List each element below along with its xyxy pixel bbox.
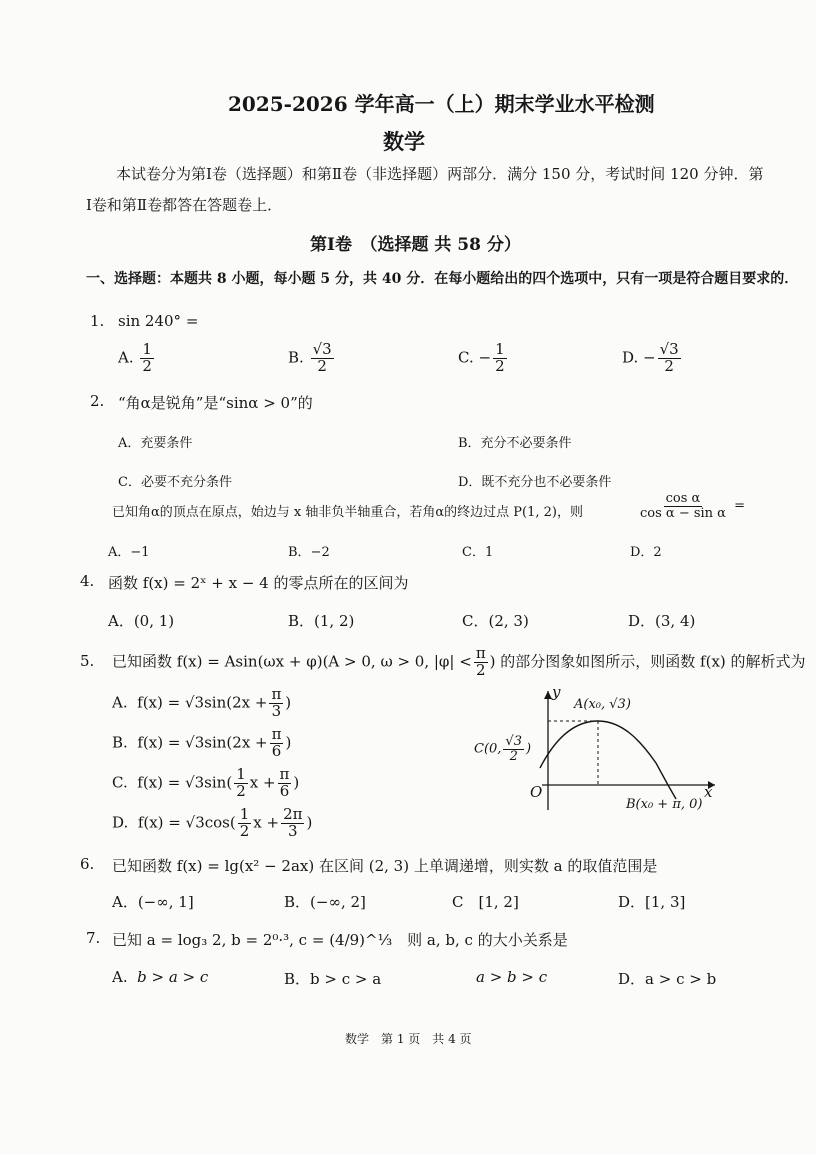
q4-option-d: D．(3, 4) [628,612,696,630]
q1-option-a: A. $\frac{1}{2}$ [118,340,152,375]
q5-option-b: B. f(x) = √3sin(2x + $\frac{\pi}{6}$ ) [112,725,292,760]
intro-line-1: 本试卷分为第Ⅰ卷（选择题）和第Ⅱ卷（非选择题）两部分．满分 150 分，考试时间 120 分钟．第 [116,165,764,183]
q2-option-d: D．既不充分也不必要条件 [458,475,612,490]
sine-curve [540,721,676,799]
q7-option-a: A. b > a > c [112,968,209,986]
q5-stem: 已知函数 f(x) = Asin(ωx + φ)(A > 0, ω > 0, |φ| < $\frac{\pi}{2}$ ) 的部分图象如图所示，则函数 f(x) 的解析式为 [112,644,806,679]
q2-number: 2. [90,392,105,410]
q2-option-b: B．充分不必要条件 [458,436,572,451]
q2-stem: “角α是锐角”是“sinα > 0”的 [118,394,313,412]
q7-stem: 已知 a = log₃ 2, b = 2⁰·³, c = (4/9)^⅓ 则 a, b, c 的大小关系是 [112,931,568,949]
q1-stem: sin 240° = [118,312,199,330]
section-heading: 一、选择题：本题共 8 小题，每小题 5 分，共 40 分．在每小题给出的四个选项中，只有一项是符合题目要求的． [86,271,799,287]
graph-x-label: x [704,783,713,801]
part-title: 第Ⅰ卷 （选择题 共 58 分） [310,235,521,255]
q6-stem: 已知函数 f(x) = lg(x² − 2ax) 在区间 (2, 3) 上单调递增，则实数 a 的取值范围是 [112,857,658,875]
q5-graph [470,685,730,820]
q4-stem: 函数 f(x) = 2ˣ + x − 4 的零点所在的区间为 [108,574,409,592]
graph-point-a-label: A(x₀, √3) [574,697,631,712]
intro-line-2: Ⅰ卷和第Ⅱ卷都答在答题卷上． [86,196,283,214]
q7-option-c: a > b > c [476,968,548,986]
q7-number: 7. [86,929,101,947]
q3-fraction: $\frac{\text{cos α}}{\text{cos α − sin α}}$ = [640,491,746,521]
graph-point-c-label: C(0, $\frac{√3}{2}$ ) [474,734,532,764]
q7-option-b: B．b > c > a [284,970,382,988]
exam-title: 2025-2026 学年高一（上）期末学业水平检测 [228,92,655,116]
q3-option-d: D．2 [630,545,662,560]
q5-number: 5. [80,652,95,670]
q3-stem: 已知角α的顶点在原点，始边与 x 轴非负半轴重合，若角α的终边过点 P(1, 2)，则 [112,505,583,520]
q2-option-c: C．必要不充分条件 [118,475,232,490]
q5-option-a: A. f(x) = √3sin(2x + $\frac{\pi}{3}$ ) [112,685,292,720]
q4-option-b: B．(1, 2) [288,612,355,630]
q6-option-c: C [1, 2] [452,893,519,911]
y-axis-arrow-icon [544,691,552,699]
q3-option-a: A．−1 [108,545,150,560]
q4-option-a: A．(0, 1) [108,612,175,630]
q1-option-b: B. $\frac{√3}{2}$ [288,340,332,375]
graph-point-b-label: B(x₀ + π, 0) [626,797,703,812]
q3-option-c: C．1 [462,545,494,560]
q7-option-d: D．a > c > b [618,970,717,988]
page-footer: 数学 第 1 页 共 4 页 [345,1032,472,1046]
q1-number: 1. [90,312,105,330]
q6-option-a: A．(−∞, 1] [112,893,194,911]
q6-number: 6. [80,855,95,873]
q1-option-c: C. − $\frac{1}{2}$ [458,340,505,375]
q5-option-c: C. f(x) = √3sin( $\frac{1}{2}$ x + $\frac{\pi}{6}$ ) [112,765,300,800]
q3-option-b: B．−2 [288,545,330,560]
q6-option-d: D．[1, 3] [618,893,686,911]
q6-option-b: B．(−∞, 2] [284,893,366,911]
q1-option-d: D. − $\frac{√3}{2}$ [622,340,679,375]
graph-y-label: y [552,683,561,701]
q2-option-a: A．充要条件 [118,436,193,451]
subject-title: 数学 [383,129,425,154]
q5-option-d: D. f(x) = √3cos( $\frac{1}{2}$ x + $\frac{2\pi}{3}$ ) [112,805,313,840]
graph-origin-label: O [530,783,543,801]
q4-number: 4. [80,572,95,590]
q4-option-c: C．(2, 3) [462,612,529,630]
